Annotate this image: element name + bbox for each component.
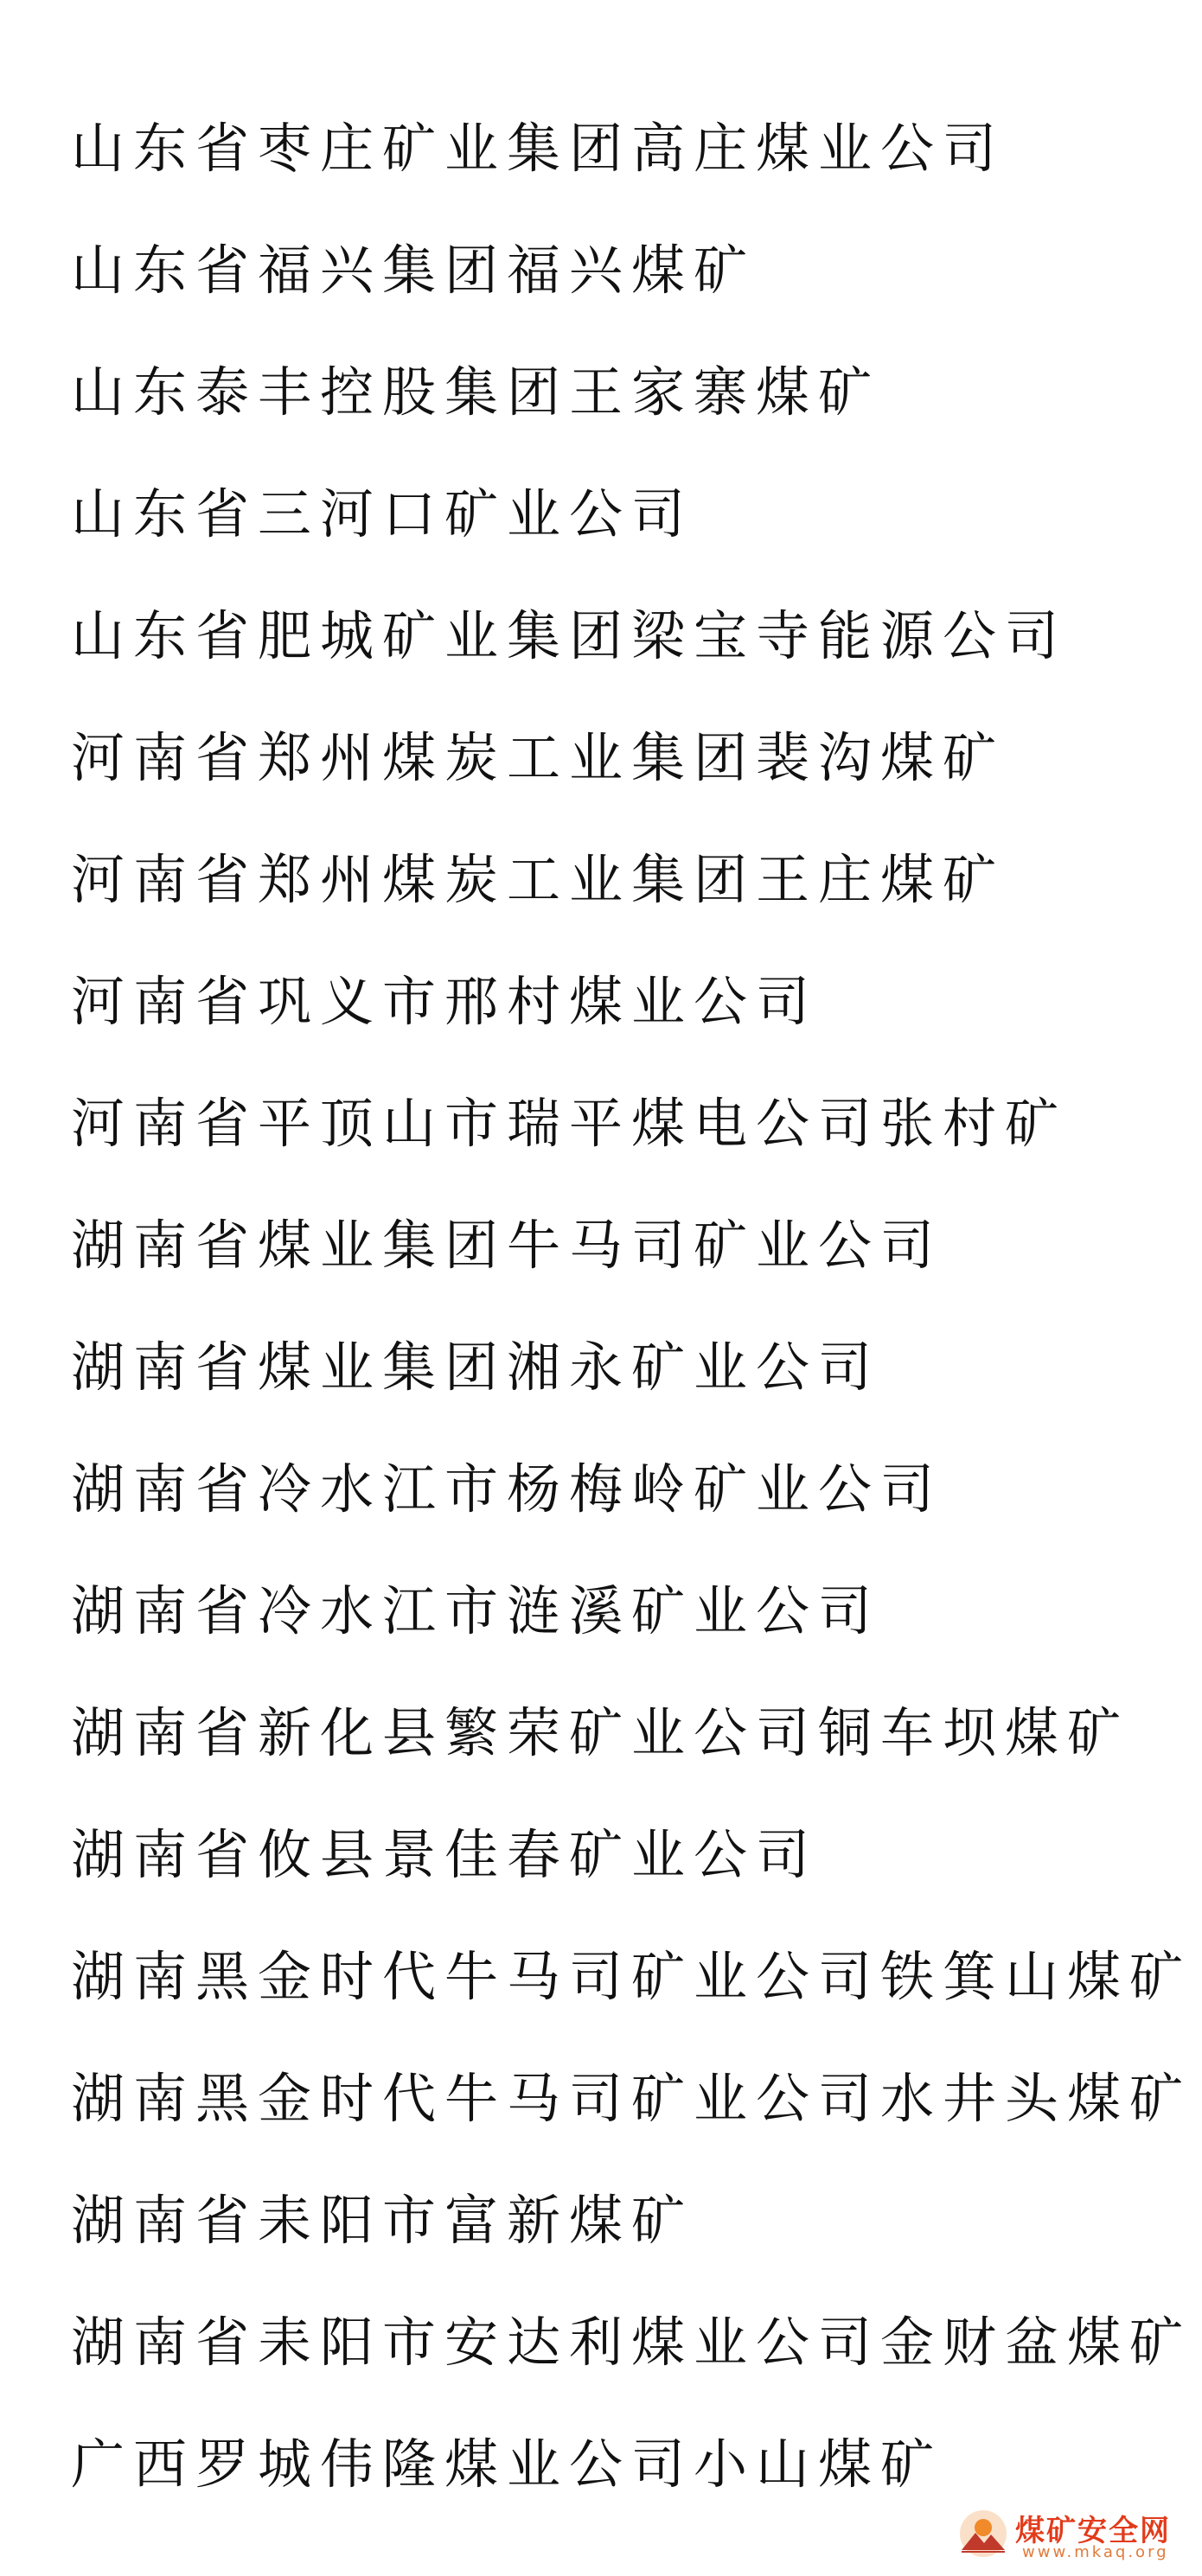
list-item: 湖南省冷水江市涟溪矿业公司: [71, 1579, 881, 1642]
company-list: [71, 83, 1192, 2521]
list-item: 湖南省耒阳市安达利煤业公司金财盆煤矿: [71, 2311, 1192, 2374]
site-watermark: [958, 2507, 1183, 2564]
list-item: 湖南黑金时代牛马司矿业公司铁箕山煤矿: [71, 1945, 1192, 2008]
watermark-url: www.mkaq.org: [1022, 2543, 1169, 2561]
list-item: 山东省三河口矿业公司: [71, 482, 694, 545]
list-item: 山东省肥城矿业集团梁宝寺能源公司: [71, 604, 1068, 667]
list-item: 湖南省攸县景佳春矿业公司: [71, 1823, 819, 1886]
list-item: 山东省福兴集团福兴煤矿: [71, 239, 757, 302]
list-item: 湖南省新化县繁荣矿业公司铜车坝煤矿: [71, 1701, 1130, 1764]
list-item: 河南省巩义市邢村煤业公司: [71, 970, 819, 1033]
list-item: 湖南省煤业集团湘永矿业公司: [71, 1336, 881, 1399]
list-item: 山东泰丰控股集团王家寨煤矿: [71, 360, 881, 424]
list-item: 河南省平顶山市瑞平煤电公司张村矿: [71, 1092, 1068, 1155]
list-item: 广西罗城伟隆煤业公司小山煤矿: [71, 2433, 943, 2496]
list-item: 湖南省耒阳市富新煤矿: [71, 2189, 694, 2252]
list-item: 河南省郑州煤炭工业集团裴沟煤矿: [71, 726, 1006, 789]
list-item: 山东省枣庄矿业集团高庄煤业公司: [71, 117, 1006, 180]
list-item: 河南省郑州煤炭工业集团王庄煤矿: [71, 848, 1006, 911]
list-item: 湖南黑金时代牛马司矿业公司水井头煤矿: [71, 2067, 1192, 2130]
list-item: 湖南省煤业集团牛马司矿业公司: [71, 1214, 943, 1277]
watermark-title: 煤矿安全网: [1015, 2514, 1171, 2548]
list-item: 湖南省冷水江市杨梅岭矿业公司: [71, 1457, 943, 1521]
mountain-sun-logo-icon: [958, 2509, 1008, 2559]
